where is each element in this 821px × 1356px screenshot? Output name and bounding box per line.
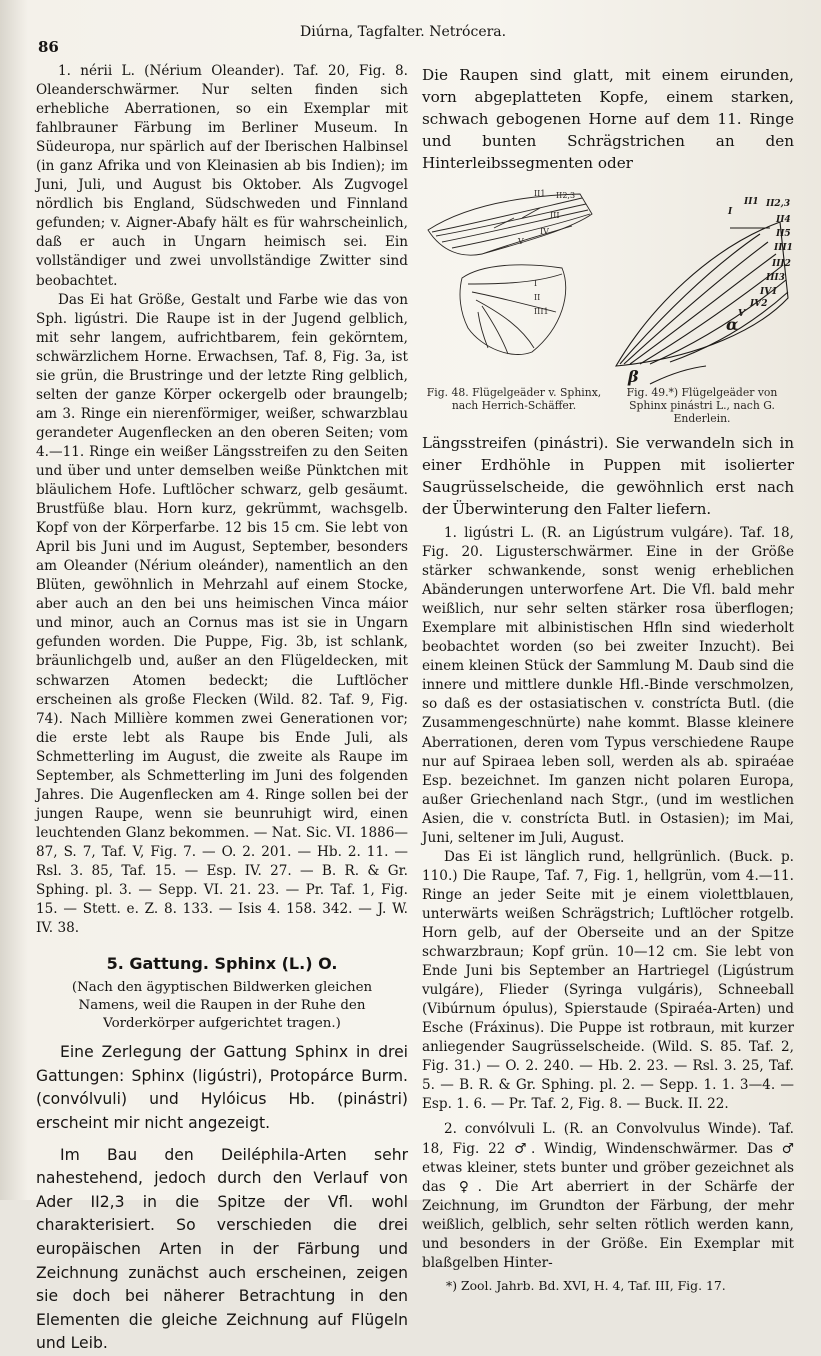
fig48-label: II <box>534 293 541 302</box>
figure-48-caption: Fig. 48. Flügelgeäder v. Sphinx, nach Herrich-Schäffer. <box>426 386 602 412</box>
figure-48 <box>422 188 606 424</box>
figure-row <box>422 188 794 424</box>
fig49-label: IV2 <box>750 299 768 309</box>
paragraph-gap <box>36 1136 408 1142</box>
fig48-label: I <box>534 279 538 288</box>
species-nerii-paragraph: 1. nérii L. (Nérium Oleander). Taf. 20, Fig. 8. Oleanderschwärmer. Nur selten finden sich erhebliche Aberrationen, so ein Exemplar mit fahlbrauner Färbung im Berliner Museum. In Südeuropa, nur spärlich auf der Iberischen Halbinsel (in ganz Afrika und von Kleinasien ab bis Indien); im Juni, Juli, und August bis Oktober. Als Zugvogel nördlich bis England, Südschweden und Finnland gefunden; v. Aigner-Abafy hält es für wahrscheinlich, daß er auch in Ungarn heimisch sei. Ein vollständiger und zwei unvollständige Zwitter sind beobachtet. <box>36 63 408 289</box>
fig49-label: III2 <box>772 259 791 269</box>
figure-49 <box>610 188 794 424</box>
fig48-label: III <box>550 211 560 220</box>
nerii-life-history-paragraph: Das Ei hat Größe, Gestalt und Farbe wie das von Sph. ligústri. Die Raupe ist in der Jugend gelblich, mit sehr langem, aufrichtbarem, fein gekörntem, schwärzlichem Horne. Erwachsen, Taf. 8, Fig. 3a, ist sie grün, die Brustringe und der letzte Ring gelblich, selten der ganze Körper ockergelb oder braungelb; am 3. Ringe ein nierenförmiger, weißer, schwarzblau gerandeter Augenflecken an den oberen Seiten; vom 4.—11. Ringe ein weißer Längsstreifen zu den Seiten und über und unter demselben weiße Pünktchen mit bläulichem Hofe. Luftlöcher schwarz, gelb gesäumt. Brustfüße blau. Horn kurz, gekrümmt, wachsgelb. Kopf von der Körperfarbe. 12 bis 15 cm. Sie lebt von April bis Juni und im August, September, besonders am Oleander (Nérium oleánder), namentlich an den Blüten, gewöhnlich in Mehrzahl auf einem Stocke, aber auch an den bei uns heimischen Vinca máior und minor, auch an Cornus mas ist sie in Ungarn gefunden worden. Die Puppe, Fig. 3b, ist schlank, bräunlichgelb und, außer an den Flügeldecken, mit schwarzen Atomen bedeckt; die Luftlöcher erscheinen als große Flecken (Wild. 82. Taf. 9, Fig. 74). Nach Millière kommen zwei Generationen vor; die erste lebt als Raupe bis Ende Juli, als Schmetterling im August, die zweite als Raupe im September, als Schmetterling im Juni des folgenden Jahres. Die Augenflecken am 4. Ringe sollen bei der jungen Raupe, wenn sie beunruhigt wird, einen leuchtenden Glanz bekommen. — Nat. Sic. VI. 1886—87, S. 7, Taf. V, Fig. 7. — O. 2. 201. — Hb. 2. 11. — Rsl. 3. 85, Taf. 15. — Esp. IV. 27. — B. R. & Gr. Sphing. pl. 3. — Sepp. VI. 21. 23. — Pr. Taf. 1, Fig. 15. — Stett. e. Z. 8. 133. — Isis 4. 158. 342. — J. W. IV. 38. <box>36 291 408 937</box>
fig48-label: V <box>518 237 524 246</box>
genus-etymology-note: (Nach den ägyptischen Bildwerken gleichen Namens, weil die Raupen in der Ruhe den Vorderkörper aufgerichtet tragen.) <box>71 980 373 1032</box>
left-column <box>36 62 408 1356</box>
fig49-label: II1 <box>744 197 759 207</box>
ligustri-life-history-paragraph: Das Ei ist länglich rund, hellgrünlich. (Buck. p. 110.) Die Raupe, Taf. 7, Fig. 1, hellgrün, vom 4.—11. Ringe an jeder Seite mit je einem violettblauen, unterwärts weißen Schrägstrich; Luftlöcher rotgelb. Horn gelb, auf der Oberseite und an der Spitze schwarzbraun; Kopf grün. 10—12 cm. Sie lebt von Ende Juni bis September an Hartriegel (Ligústrum vulgáre), Flieder (Syringa vulgáris), Schneeball (Vibúrnum ópulus), Spierstaude (Spiraéa-Arten) und Esche (Fráxinus). Die Puppe ist rotbraun, mit kurzer anliegender Saugrüsselscheide. (Wild. S. 85. Taf. 2, Fig. 31.) — O. 2. 240. — Hb. 2. 23. — Rsl. 3. 25, Taf. 5. — B. R. & Gr. Sphing. pl. 2. — Sepp. 1. 1. 3—4. — Esp. 1. 6. — Pr. Taf. 2, Fig. 8. — Buck. II. 22. <box>422 848 794 1113</box>
fig49-label: II4 <box>776 215 791 225</box>
larva-description-paragraph: Die Raupen sind glatt, mit einem eirunden, vorn abgeplatteten Kopfe, einem starken, schwach gebogenen Horne auf dem 11. Ringe und bunten Schrägstrichen an den Hinterleibssegmenten oder <box>422 66 794 172</box>
fig49-label: β <box>628 367 639 386</box>
fig49-label: V <box>738 309 745 319</box>
fig48-label: III1 <box>534 307 549 316</box>
fig49-label: I <box>728 207 733 217</box>
genus-description-paragraph: Im Bau den Deiléphila-Arten sehr nahestehend, jedoch durch den Verlauf von Ader II2,3 in die Spitze der Vfl. wohl charakterisiert. So verschieden die drei europäischen Arten in der Färbung und Zeichnung zunächst auch erscheinen, zeigen sie doch bei näherer Betrachtung in den Elementen die gleiche Zeichnung auf Flügeln und Leib. <box>36 1145 408 1353</box>
genus-heading: 5. Gattung. Sphinx (L.) O. <box>106 954 338 974</box>
footnote: *) Zool. Jahrb. Bd. XVI, H. 4, Taf. III, Fig. 17. <box>446 1277 726 1293</box>
fig49-label: III1 <box>774 243 793 253</box>
page-header <box>0 22 821 56</box>
fig49-label: II5 <box>776 229 791 239</box>
fig48-label: II2,3 <box>556 191 576 200</box>
species-ligustri-paragraph: 1. ligústri L. (R. an Ligústrum vulgáre). Taf. 18, Fig. 20. Ligusterschwärmer. Eine in der Größe stärker schwankende, sonst wenig erheblichen Abänderungen unterworfene Art. Die Vfl. bald mehr weißlich, nur sehr selten stärker rosa überflogen; Exemplare mit albinistischen Hfln sind wiederholt beobachtet worden (so bei zweiter Inzucht). Bei einem kleinen Stück der Sammlung M. Daub sind die innere und mittlere dunkle Hfl.-Binde verschmolzen, so daß es der ostasiatischen v. constrícta Butl. (die Zusammengeschnürte) nahe kommt. Blasse kleinere Aberrationen, deren vom Typus verschiedene Raupe nur auf Spiraea leben soll, werden als ab. spiraéae Esp. bezeichnet. Im ganzen nicht polaren Europa, außer Griechenland nach Stgr., (und im westlichen Asien, die v. constrícta Butl. in Ostasien); im Mai, Juni, seltener im Juli, August. <box>422 525 794 846</box>
fig48-label: II1 <box>534 189 546 198</box>
page-number: 86 <box>38 38 59 56</box>
fig49-label: IV1 <box>760 287 778 297</box>
fig49-label: III3 <box>766 273 785 283</box>
running-head: Diúrna, Tagfalter. Netrócera. <box>300 24 507 40</box>
figure-49-caption: Fig. 49.*) Flügelgeäder von Sphinx pinástri L., nach G. Enderlein. <box>626 386 778 425</box>
right-column <box>422 62 794 1295</box>
wing-venation-herrich-schaeffer <box>422 188 606 384</box>
fig49-label: II2,3 <box>766 199 791 209</box>
species-convolvuli-paragraph: 2. convólvuli L. (R. an Convolvulus Winde). Taf. 18, Fig. 22 ♂. Windig, Windenschwärmer. Das ♂ etwas kleiner, stets bunter und gröber gezeichnet als das ♀. Die Art aberriert in der Schärfe der Zeichnung, im Grundton der Färbung, der mehr weißlich, gelblich, sehr selten rötlich werden kann, und besonders in der Größe. Ein Exemplar mit blaßgelben Hinter- <box>422 1121 794 1271</box>
wing-venation-enderlein <box>610 188 794 384</box>
fig49-label: α <box>726 315 739 334</box>
pupation-paragraph: Längsstreifen (pinástri). Sie verwandeln sich in einer Erdhöhle in Puppen mit isolierter Saugrüsselscheide, die gewöhnlich erst nach der Überwinterung den Falter liefern. <box>422 434 794 518</box>
genus-split-paragraph: Eine Zerlegung der Gattung Sphinx in drei Gattungen: Sphinx (ligústri), Protopárce Burm. (convólvuli) und Hylóicus Hb. (pinástri) erscheint mir nicht angezeigt. <box>36 1043 408 1132</box>
fig48-label: IV <box>540 227 549 236</box>
